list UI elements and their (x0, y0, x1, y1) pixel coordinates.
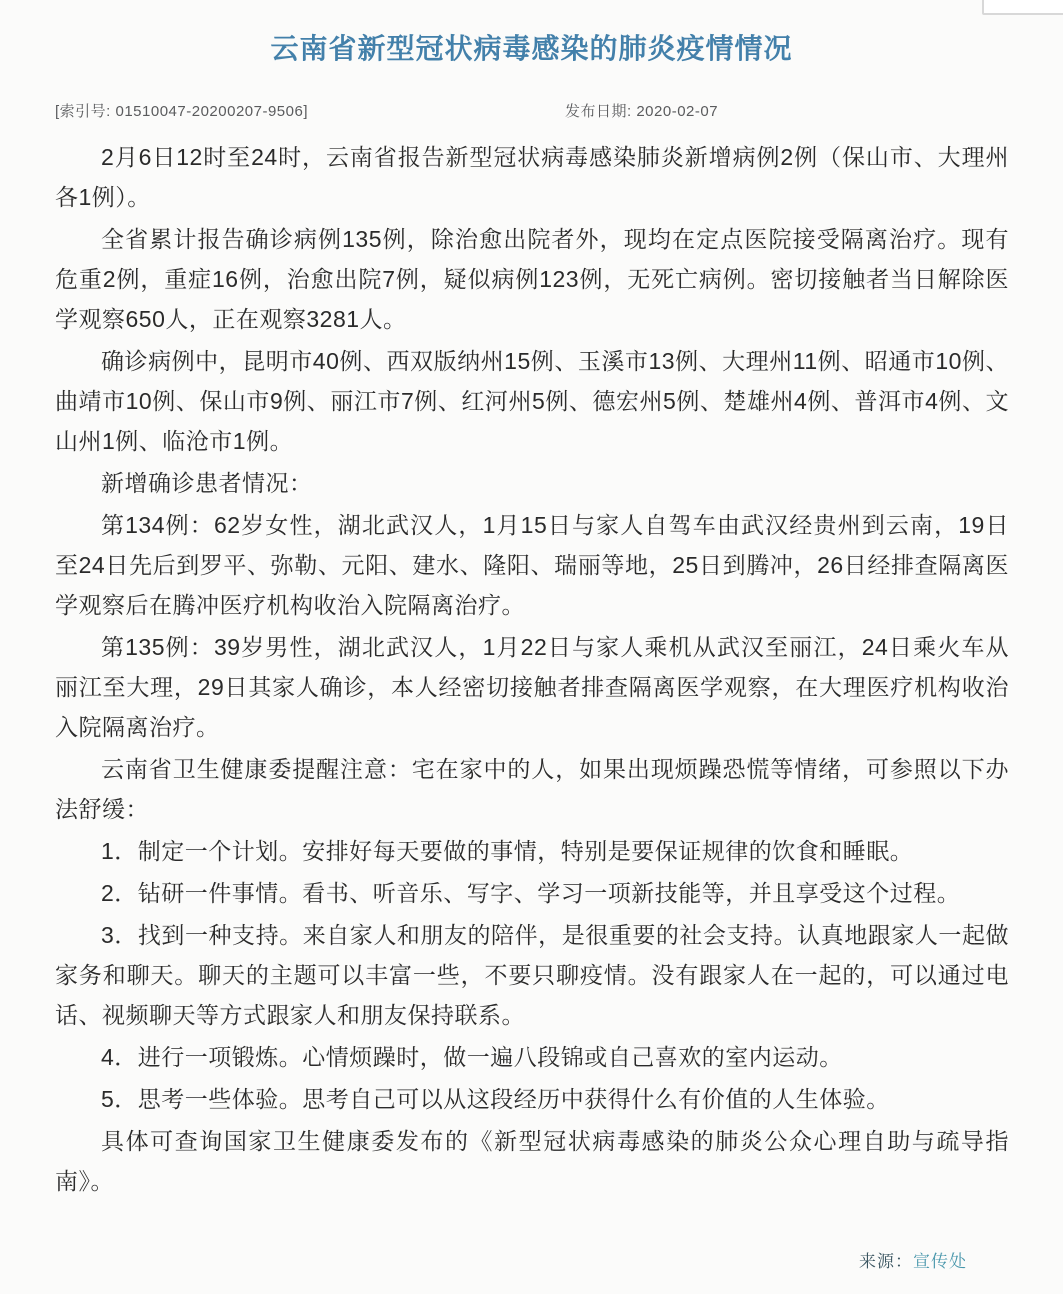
source-department-link[interactable]: 宣传处 (913, 1252, 967, 1271)
paragraph-guide-reference: 具体可查询国家卫生健康委发布的《新型冠状病毒感染的肺炎公众心理自助与疏导指南》。 (55, 1128, 1009, 1194)
paragraph-health-reminder: 云南省卫生健康委提醒注意：宅在家中的人，如果出现烦躁恐慌等情绪，可参照以下办法舒缓： (55, 756, 1009, 822)
publish-date: 发布日期: 2020-02-07 (565, 103, 719, 120)
paragraph-city-breakdown: 确诊病例中，昆明市40例、西双版纳州15例、玉溪市13例、大理州11例、昭通市10例、曲靖市10例、保山市9例、丽江市7例、红河州5例、德宏州5例、楚雄州4例、普洱市4例、文山州1例、临沧市1例。 (55, 348, 1009, 454)
source-line (859, 1247, 967, 1272)
list-item-1: 1．制定一个计划。安排好每天要做的事情，特别是要保证规律的饮食和睡眠。 (101, 838, 914, 864)
list-item-4: 4．进行一项锻炼。心情烦躁时，做一遍八段锦或自己喜欢的室内运动。 (101, 1044, 843, 1070)
paragraph-province-totals: 全省累计报告确诊病例135例，除治愈出院者外，现均在定点医院接受隔离治疗。现有危重2例，重症16例，治愈出院7例，疑似病例123例，无死亡病例。密切接触者当日解除医学观察650人，正在观察3281人。 (55, 226, 1009, 332)
partial-browser-widget (982, 0, 1063, 15)
source-label: 来源： (859, 1252, 913, 1271)
paragraph-case-134: 第134例：62岁女性，湖北武汉人，1月15日与家人自驾车由武汉经贵州到云南，19日至24日先后到罗平、弥勒、元阳、建水、隆阳、瑞丽等地，25日到腾冲，26日经排查隔离医学观察后在腾冲医疗机构收治入院隔离治疗。 (55, 512, 1009, 618)
index-number: [索引号: 01510047-20200207-9506] (55, 103, 309, 120)
article-body (0, 121, 1063, 1201)
document-meta-row (0, 100, 1063, 121)
paragraph-new-cases: 2月6日12时至24时，云南省报告新型冠状病毒感染肺炎新增病例2例（保山市、大理州各1例）。 (55, 144, 1009, 210)
paragraph-section-heading: 新增确诊患者情况： (101, 470, 313, 496)
paragraph-case-135: 第135例：39岁男性，湖北武汉人，1月22日与家人乘机从武汉至丽江，24日乘火车从丽江至大理，29日其家人确诊，本人经密切接触者排查隔离医学观察，在大理医疗机构收治入院隔离治疗。 (55, 634, 1009, 740)
page-title: 云南省新型冠状病毒感染的肺炎疫情情况 (270, 33, 793, 64)
list-item-3: 3．找到一种支持。来自家人和朋友的陪伴，是很重要的社会支持。认真地跟家人一起做家务和聊天。聊天的主题可以丰富一些，不要只聊疫情。没有跟家人在一起的，可以通过电话、视频聊天等方式跟家人和朋友保持联系。 (55, 922, 1009, 1028)
list-item-2: 2．钻研一件事情。看书、听音乐、写字、学习一项新技能等，并且享受这个过程。 (101, 880, 961, 906)
list-item-5: 5．思考一些体验。思考自己可以从这段经历中获得什么有价值的人生体验。 (101, 1086, 890, 1112)
